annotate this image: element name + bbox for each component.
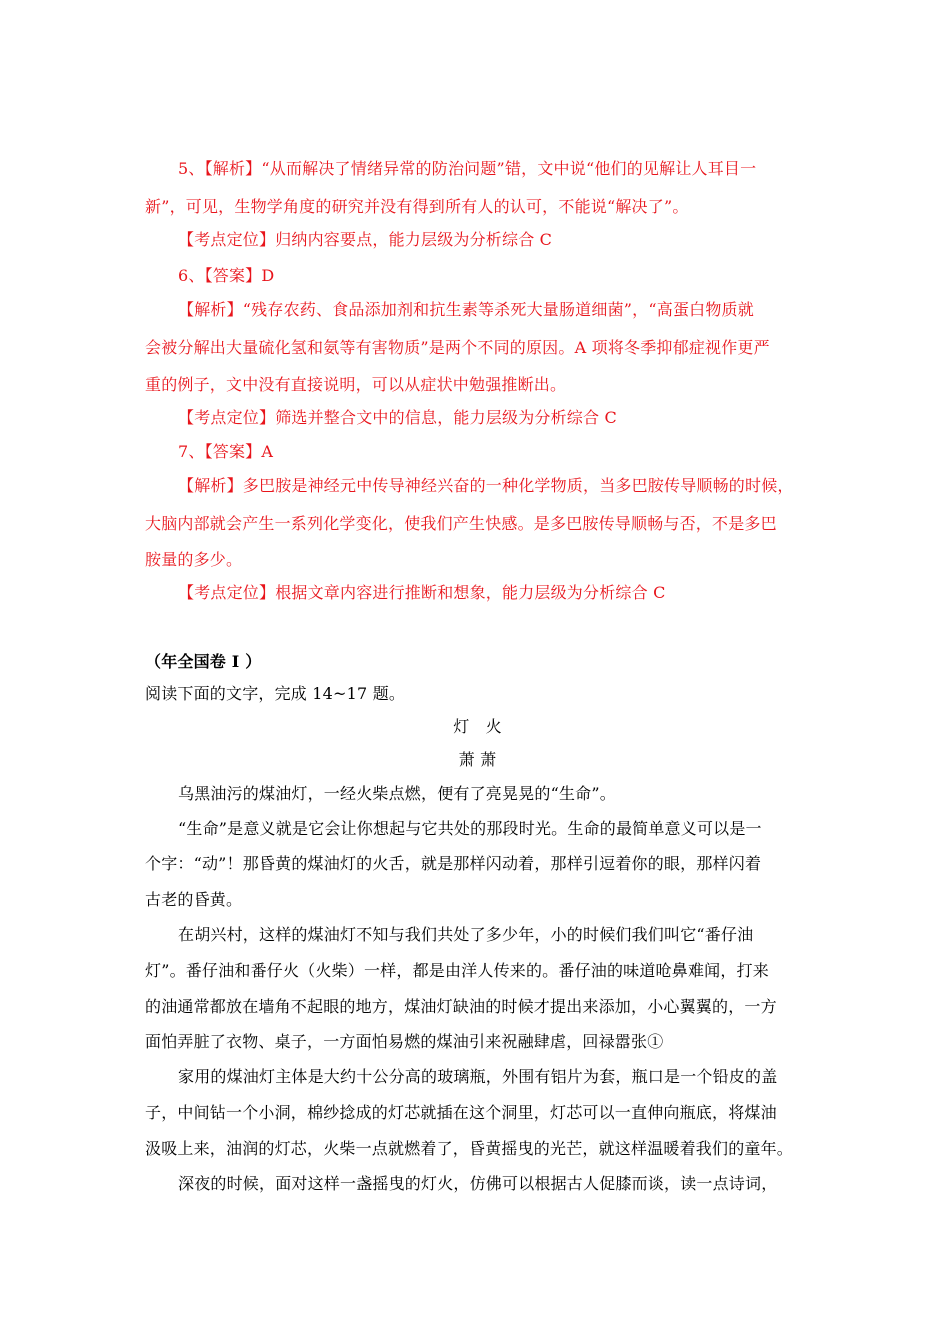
q5-kaodian: 【考点定位】归纳内容要点，能力层级为分析综合 C (178, 230, 553, 249)
q7-kaodian: 【考点定位】根据文章内容进行推断和想象，能力层级为分析综合 C (178, 583, 666, 602)
passage-line: 家用的煤油灯主体是大约十公分高的玻璃瓶，外围有铝片为套，瓶口是一个铅皮的盖 (178, 1067, 778, 1086)
passage-line: 面怕弄脏了衣物、桌子，一方面怕易燃的煤油引来祝融肆虐，回禄嚣张① (145, 1032, 664, 1051)
passage-line: 深夜的时候，面对这样一盏摇曳的灯火，仿佛可以根据古人促膝而谈，读一点诗词， (178, 1174, 778, 1193)
q6-jiexi-line2: 会被分解出大量硫化氢和氨等有害物质”是两个不同的原因。A 项将冬季抑郁症视作更严 (145, 338, 770, 357)
passage-author: 萧 萧 (458, 750, 497, 769)
passage-line: 古老的昏黄。 (145, 890, 243, 909)
q7-jiexi-line2: 大脑内部就会产生一系列化学变化，使我们产生快感。是多巴胺传导顺畅与否，不是多巴 (145, 514, 777, 533)
q6-jiexi-line3: 重的例子，文中没有直接说明，可以从症状中勉强推断出。 (145, 375, 567, 394)
passage-title: 灯 火 (453, 717, 502, 736)
q5-jiexi-line1: 5、【解析】“从而解决了情绪异常的防治问题”错，文中说“他们的见解让人耳目一 (178, 159, 757, 178)
q6-kaodian: 【考点定位】筛选并整合文中的信息，能力层级为分析综合 C (178, 408, 617, 427)
passage-line: 乌黑油污的煤油灯，一经火柴点燃，便有了亮晃晃的“生命”。 (178, 784, 616, 803)
passage-line: 灯”。番仔油和番仔火（火柴）一样，都是由洋人传来的。番仔油的味道呛鼻难闻，打来 (145, 961, 769, 980)
section-heading: （年全国卷 I ） (145, 652, 262, 671)
q6-jiexi-line1: 【解析】“残存农药、食品添加剂和抗生素等杀死大量肠道细菌”，“高蛋白物质就 (178, 300, 754, 319)
q7-jiexi-line1: 【解析】多巴胺是神经元中传导神经兴奋的一种化学物质，当多巴胺传导顺畅的时候， (178, 476, 794, 495)
passage-line: 个字：“动”！那昏黄的煤油灯的火舌，就是那样闪动着，那样引逗着你的眼，那样闪着 (145, 854, 762, 873)
q7-daan: 7、【答案】A (178, 442, 274, 461)
passage-line: 在胡兴村，这样的煤油灯不知与我们共处了多少年，小的时候们我们叫它“番仔油 (178, 925, 754, 944)
passage-line: 的油通常都放在墙角不起眼的地方，煤油灯缺油的时候才提出来添加，小心翼翼的，一方 (145, 997, 777, 1016)
passage-line: “生命”是意义就是它会让你想起与它共处的那段时光。生命的最简单意义可以是一 (178, 819, 762, 838)
q7-jiexi-line3: 胺量的多少。 (145, 550, 243, 569)
passage-line: 汲吸上来，油润的灯芯，火柴一点就燃着了，昏黄摇曳的光芒，就这样温暖着我们的童年。 (145, 1139, 794, 1158)
passage-line: 子，中间钻一个小洞，棉纱捻成的灯芯就插在这个洞里，灯芯可以一直伸向瓶底，将煤油 (145, 1103, 777, 1122)
q6-daan: 6、【答案】D (178, 266, 275, 285)
q5-jiexi-line2: 新”，可见，生物学角度的研究并没有得到所有人的认可，不能说“解决了”。 (145, 197, 689, 216)
section-instruction: 阅读下面的文字，完成 14~17 题。 (145, 684, 406, 703)
